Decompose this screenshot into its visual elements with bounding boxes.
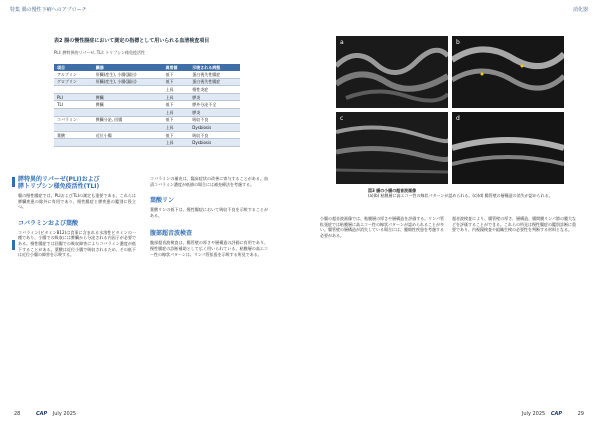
figure-caption-title: 図3 腸の小腸の超音波画像 xyxy=(368,188,417,193)
cell: PLI xyxy=(54,93,93,101)
cell: 低下 xyxy=(162,101,189,109)
cell: 吸収不良 xyxy=(189,131,240,139)
figure-caption xyxy=(368,188,568,198)
ultrasound-image-c xyxy=(336,112,448,184)
cell xyxy=(93,124,163,132)
body-right-col2: 超音波検査により、腸管壁の厚さ、層構造、腸間膜リンパ節の腫大などを評価することができる。これらの所見は慢性腸症の鑑別診断に重要であり、内視鏡検査や組織生検の必要性を判断する材料となる。 xyxy=(452,216,576,233)
label-b: b xyxy=(456,39,460,46)
table-row xyxy=(54,71,240,78)
table-title: 表2 腸の慢性腸症において測定の指標として用いられる血清検査項目 xyxy=(54,38,210,44)
label-a: a xyxy=(340,39,344,46)
cell xyxy=(93,108,163,116)
body-cobalamin-cont: コバラミンの補充は、臨床症状の改善に寄与することがある。血清コバラミン濃度が低値の場合には補充療法を考慮する。 xyxy=(150,176,268,187)
cell: TLI xyxy=(54,101,93,109)
cell: 蛋白喪失性腸症 xyxy=(189,71,240,78)
magazine-logo-right: CAP xyxy=(550,411,563,417)
cell: 低下 xyxy=(162,71,189,78)
body-pli-tli: 腸の慢性腸症では、PLIおよびTLIの測定も重要である。これらは膵臓疾患の除外に有用であり、慢性腸症と膵疾患の鑑別に役立つ。 xyxy=(18,193,136,210)
cell: 低下 xyxy=(162,116,189,124)
page-number-right: 29 xyxy=(577,411,584,417)
cell: 上昇 xyxy=(162,139,189,147)
cell: 上昇 xyxy=(162,93,189,101)
col-header-condition: 示唆される病態 xyxy=(189,64,240,71)
cell: 吸収不良 xyxy=(189,116,240,124)
cell: 肝臓(産生), 小腸(漏出) xyxy=(93,78,163,86)
cell: 慢性炎症 xyxy=(189,86,240,94)
running-header-left: 特集 腸の慢性下痢へのアプローチ xyxy=(10,7,87,13)
ultrasound-c-graphic xyxy=(336,112,448,184)
cell: 蛋白喪失性腸症 xyxy=(189,78,240,86)
cell: 膵炎 xyxy=(189,108,240,116)
cell: 上昇 xyxy=(162,86,189,94)
right-column-1 xyxy=(320,216,444,238)
cell: Dysbiosis xyxy=(189,139,240,147)
section-marker xyxy=(12,177,15,187)
cell: 膵外分泌不全 xyxy=(189,101,240,109)
cell: Dysbiosis xyxy=(189,124,240,132)
section-marker xyxy=(12,240,15,250)
cell: 葉酸 xyxy=(54,131,93,139)
cell: 上昇 xyxy=(162,108,189,116)
cell: 膵炎 xyxy=(189,93,240,101)
cell: アルブミン xyxy=(54,71,93,78)
left-column-2 xyxy=(150,176,268,257)
right-page xyxy=(300,0,600,427)
footer-left xyxy=(14,411,76,417)
cell: 膵臓 xyxy=(93,93,163,101)
cell: 低下 xyxy=(162,131,189,139)
left-column-1 xyxy=(18,176,136,258)
table-row xyxy=(54,93,240,101)
issue-date-right: July 2025 xyxy=(521,411,546,417)
ultrasound-d-graphic xyxy=(452,112,564,184)
cell: グロブリン xyxy=(54,78,93,86)
table-row xyxy=(54,101,240,109)
body-ultrasound: 腹部超音波検査は、腸管壁の厚さや層構造の評価に有用であり、慢性腸症の診断補助として広く用いられている。粘膜層の高エコー性の線状パターンは、リンパ管拡張を示唆する所見である。 xyxy=(150,240,268,257)
body-phosphorus: 葉酸リンの低下は、慢性腸症において吸収不良を示唆することがある。 xyxy=(150,207,268,218)
cell xyxy=(54,108,93,116)
label-d: d xyxy=(456,115,460,122)
cell xyxy=(54,124,93,132)
ultrasound-b-graphic xyxy=(452,36,564,108)
page-number-left: 28 xyxy=(14,411,21,417)
ultrasound-a-graphic xyxy=(336,36,448,108)
table-header-row xyxy=(54,64,240,71)
col-header-abnormal: 異常値 xyxy=(162,64,189,71)
ultrasound-image-b xyxy=(452,36,564,108)
cell: コバラミン xyxy=(54,116,93,124)
cell: 低下 xyxy=(162,78,189,86)
table-2 xyxy=(54,38,240,146)
magazine-logo-left: CAP xyxy=(35,411,48,417)
table-row xyxy=(54,78,240,86)
figure-caption-body: (a)(b) 粘膜層に高エコー性の線状パターンが認められる。(c)(d) 腸管壁の層構造の消失が認められる。 xyxy=(368,193,553,198)
section-title-ultrasound: 腹部超音波検査 xyxy=(150,230,193,238)
issue-date-left: July 2025 xyxy=(52,411,77,417)
table-row xyxy=(54,108,240,116)
section-title-pli: 膵特異的リパーゼ(PLI)および xyxy=(18,176,100,183)
label-c: c xyxy=(340,115,344,122)
col-header-organ: 臓器 xyxy=(93,64,163,71)
table-row xyxy=(54,124,240,132)
cell xyxy=(93,139,163,147)
body-cobalamin: コバラミン(ビタミンB12)は食事に含まれる水溶性ビタミンの一種であり、小腸での吸収には膵臓から分泌される内因子が必要である。慢性腸症では回腸での吸収障害によりコバラミン濃度が低下することがある。葉酸は近位小腸で吸収されるため、その低下は近位小腸の障害を示唆する。 xyxy=(18,229,136,258)
section-title-tli: 膵トリプシン様免疫活性(TLI) xyxy=(18,183,100,190)
section-title-phosphorus: 葉酸リン xyxy=(150,197,175,205)
ultrasound-image-a xyxy=(336,36,448,108)
table-row xyxy=(54,116,240,124)
cell: 近位小腸 xyxy=(93,131,163,139)
cell: 膵臓 xyxy=(93,101,163,109)
table-row xyxy=(54,86,240,94)
cell: 上昇 xyxy=(162,124,189,132)
right-column-2 xyxy=(452,216,576,233)
cell xyxy=(54,86,93,94)
running-header-right: 消化器 xyxy=(572,7,588,13)
table-row xyxy=(54,139,240,147)
section-title-cobalamin: コバラミンおよび葉酸 xyxy=(18,219,79,227)
ultrasound-image-d xyxy=(452,112,564,184)
table-row xyxy=(54,131,240,139)
cell: 肝臓(産生), 小腸(漏出) xyxy=(93,71,163,78)
cell xyxy=(54,139,93,147)
table-subtitle: PLI: 膵特異的リパーゼ, TLI: トリプシン様免疫活性 xyxy=(54,50,145,55)
footer-right xyxy=(522,411,584,417)
cell xyxy=(93,86,163,94)
serum-test-table xyxy=(54,64,240,147)
col-header-item: 項目 xyxy=(54,64,93,71)
cell: 膵臓分泌, 回腸 xyxy=(93,116,163,124)
body-right-col1: 小腸の超音波画像では、粘膜層の厚さや層構造を評価する。リンパ管拡張症では粘膜層に高エコー性の線状パターンが認められることが多い。腸管壁の層構造が消失している場合には、腫瘍性疾患を考慮する必要がある。 xyxy=(320,216,444,238)
